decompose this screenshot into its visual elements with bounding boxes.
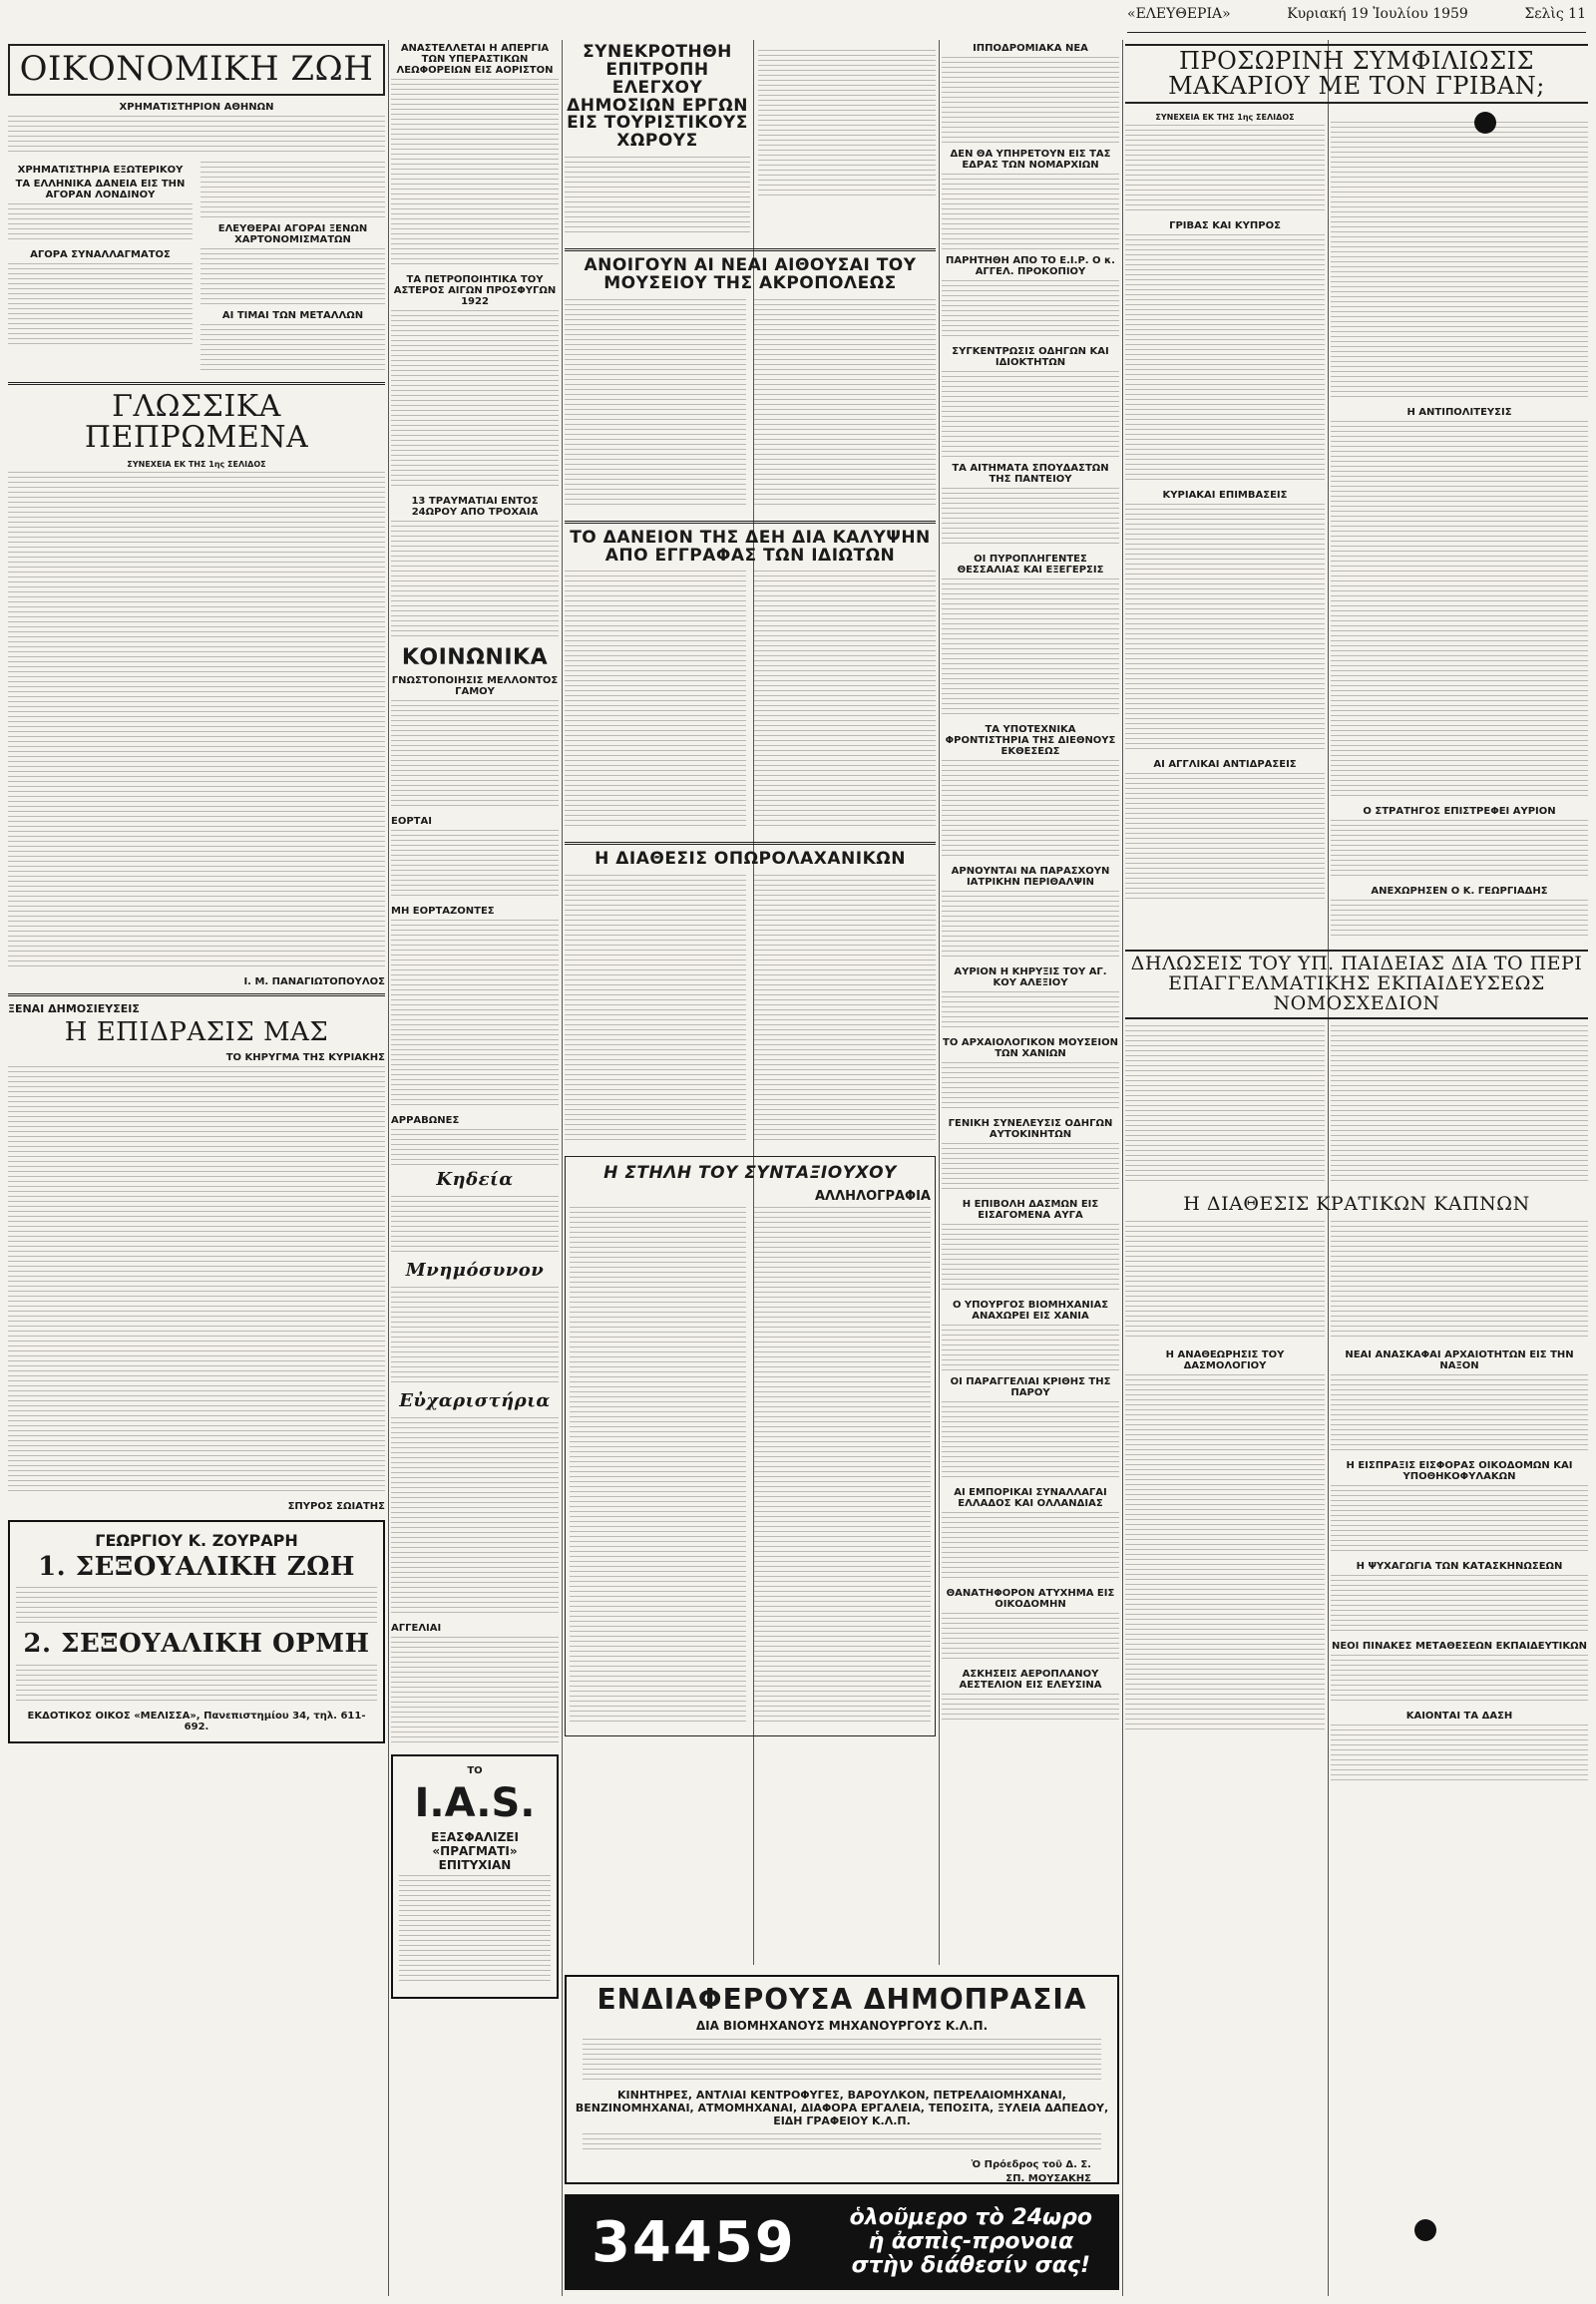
body-text-block (391, 830, 559, 900)
column-briefs (942, 40, 1119, 1970)
body-text-block (754, 299, 936, 509)
ias-to: ΤΟ (467, 1764, 483, 1776)
body-text-block (1331, 820, 1588, 880)
body-text-block (391, 521, 559, 640)
subhead-georgiadis: ΑΝΕΧΩΡΗΣΕΝ Ο Κ. ΓΕΩΡΓΙΑΔΗΣ (1371, 886, 1548, 898)
body-text-block (942, 488, 1119, 548)
body-text-block (942, 1062, 1119, 1112)
body-text-block (1331, 1221, 1588, 1341)
headline-refugees-1922: ΤΑ ΠΕΤΡΟΠΟΙΗΤΙΚΑ ΤΟΥ ΑΣΤΕΡΟΣ ΑΙΓΩΝ ΠΡΟΣΦΥΓΩΝ 1922 (393, 274, 557, 307)
pensioner-column (565, 1156, 936, 1736)
column-public-works (565, 40, 936, 1970)
headline-makarios-grivas: ΠΡΟΣΩΡΙΝΗ ΣΥΜΦΙΛΙΩΣΙΣ ΜΑΚΑΡΙΟΥ ΜΕ ΤΟΝ ΓΡΙΒΑΝ; (1125, 44, 1588, 104)
auction-signatory-title: Ὁ Πρόεδρος τοῦ Δ. Σ. (971, 2159, 1091, 2170)
headline-education-bill: ΔΗΛΩΣΕΙΣ ΤΟΥ ΥΠ. ΠΑΙΔΕΙΑΣ ΔΙΑ ΤΟ ΠΕΡΙ ΕΠΑΓΓΕΛΜΑΤΙΚΗΣ ΕΚΠΑΙΔΕΥΣΕΩΣ ΝΟΜΟΣΧΕΔΙΟΝ (1125, 950, 1588, 1019)
page-number: Σελὶς 11 (1524, 6, 1586, 22)
subhead-fx-market: ΑΓΟΡΑ ΣΥΝΑΛΛΑΓΜΑΤΟΣ (30, 248, 171, 260)
ink-blot (1474, 112, 1496, 134)
body-text-block (758, 50, 936, 199)
headline-barley: ΟΙ ΠΑΡΑΓΓΕΛΙΑΙ ΚΡΙΘΗΣ ΤΗΣ ΠΑΡΟΥ (950, 1376, 1111, 1398)
article-signature: I. Μ. ΠΑΝΑΓΙΩΤΟΠΟΥΛΟΣ (243, 975, 385, 987)
correspondence-subhead: ΑΛΛΗΛΟΓΡΑΦΙΑ (815, 1189, 931, 1205)
body-text-block (1331, 1025, 1588, 1185)
body-text-block (1331, 900, 1588, 940)
body-text-block (942, 1512, 1119, 1582)
subhead-sunday-interventions: ΚΥΡΙΑΚΑΙ ΕΠΙΜΒΑΣΕΙΣ (1162, 490, 1288, 502)
subhead-grivas-cyprus: ΓΡΙΒΑΣ ΚΑΙ ΚΥΠΡΟΣ (1169, 220, 1281, 232)
headline-medical-care: ΑΡΝΟΥΝΤΑΙ ΝΑ ΠΑΡΑΣΧΟΥΝ ΙΑΤΡΙΚΗΝ ΠΕΡΙΘΑΛΨΙΝ (951, 866, 1110, 888)
body-text-block (1331, 421, 1588, 800)
subhead-athens-exchange: ΧΡΗΜΑΤΙΣΤΗΡΙΟΝ ΑΘΗΝΩΝ (119, 101, 274, 113)
body-text-block (1125, 504, 1325, 753)
body-text-block (583, 2039, 1101, 2083)
headline-dei-loan: ΤΟ ΔΑΝΕΙΟΝ ΤΗΣ ΔΕΗ ΔΙΑ ΚΑΛΥΨΗΝ ΑΠΟ ΕΓΓΡΑΦΑΣ ΤΩΝ ΙΔΙΩΤΩΝ (570, 527, 931, 566)
body-text-block (942, 991, 1119, 1031)
subhead-greek-loans: ΤΑ ΕΛΛΗΝΙΚΑ ΔΑΝΕΙΑ ΕΙΣ ΤΗΝ ΑΓΟΡΑΝ ΛΟΝΔΙΝΟΥ (15, 178, 186, 200)
subhead-free-markets: ΕΛΕΥΘΕΡΑΙ ΑΓΟΡΑΙ ΞΕΝΩΝ ΧΑΡΤΟΝΟΜΙΣΜΑΤΩΝ (217, 222, 368, 245)
non-celebrating-heading: ΜΗ ΕΟΡΤΑΖΟΝΤΕΣ (391, 906, 495, 918)
headline-prefectures: ΔΕΝ ΘΑ ΥΠΗΡΕΤΟΥΝ ΕΙΣ ΤΑΣ ΕΔΡΑΣ ΤΩΝ ΝΟΜΑΡΧΙΩΝ (950, 149, 1111, 171)
body-text-block (200, 324, 385, 370)
foreign-publications-kicker: ΞΕΝΑΙ ΔΗΜΟΣΙΕΥΣΕΙΣ (8, 1001, 140, 1015)
body-text-block (570, 1207, 746, 1726)
headline-pensioner: Η ΣΤΗΛΗ ΤΟΥ ΣΥΝΤΑΞΙΟΥΧΟΥ (603, 1163, 897, 1184)
grivas-continuation: ΣΥΝΕΧΕΙΑ ΕΚ ΤΗΣ 1ης ΣΕΛΙΔΟΣ (1155, 113, 1295, 123)
body-text-block (754, 1207, 931, 1726)
tagline-line2: ἡ ἀσπὶς-προνοια (868, 2228, 1074, 2254)
ias-advertisement (391, 1754, 559, 1999)
headline-acropolis-museum: ΑΝΟΙΓΟΥΝ ΑΙ ΝΕΑΙ ΑΙΘΟΥΣΑΙ ΤΟΥ ΜΟΥΣΕΙΟΥ ΤΗΣ ΑΚΡΟΠΟΛΕΩΣ (584, 255, 917, 293)
body-text-block (583, 2133, 1101, 2153)
body-text-block (1331, 1374, 1588, 1454)
headline-tariff-revision: Η ΑΝΑΘΕΩΡΗΣΙΣ ΤΟΥ ΔΑΣΜΟΛΟΓΙΟΥ (1165, 1349, 1285, 1372)
column-politics (1125, 40, 1588, 2296)
book-advertisement (8, 1520, 385, 1743)
body-text-block (16, 1665, 377, 1705)
announcements-heading: ΑΓΓΕΛΙΑΙ (391, 1622, 442, 1634)
body-text-block (1331, 1485, 1588, 1555)
section-title: ΟΙΚΟΝΟΜΙΚΗ ΖΩΗ (8, 44, 385, 96)
body-text-block (754, 571, 936, 830)
body-text-block (16, 1587, 377, 1625)
article-title-influence: Η ΕΠΙΔΡΑΣΙΣ ΜΑΣ (64, 1016, 329, 1047)
headline-prokopiou: ΠΑΡΗΤΗΘΗ ΑΠΟ ΤΟ Ε.Ι.Ρ. Ο κ. ΑΓΓΕΛ. ΠΡΟΚΟΠΙΟΥ (946, 255, 1115, 277)
ad-book-2: 2. ΣΕΞΟΥΑΛΙΚΗ ΟΡΜΗ (23, 1629, 370, 1660)
issue-date: Κυριακή 19 Ἰουλίου 1959 (1287, 6, 1468, 22)
body-text-block (399, 1875, 551, 1985)
ias-logo: I.A.S. (414, 1779, 536, 1826)
sunday-sermon-subhead: ΤΟ ΚΗΡΥΓΜΑ ΤΗΣ ΚΥΡΙΑΚΗΣ (225, 1051, 385, 1063)
body-text-block (942, 578, 1119, 718)
subhead-metal-prices: ΑΙ ΤΙΜΑΙ ΤΩΝ ΜΕΤΑΛΛΩΝ (221, 309, 364, 321)
headline-bus-strike: ΑΝΑΣΤΕΛΛΕΤΑΙ Η ΑΠΕΡΓΙΑ ΤΩΝ ΥΠΕΡΑΣΤΙΚΩΝ ΛΕΩΦΟΡΕΙΩΝ ΕΙΣ ΑΟΡΙΣΤΟΝ (396, 43, 554, 76)
body-text-block (391, 1287, 559, 1386)
body-text-block (942, 174, 1119, 249)
subhead-english-reactions: ΑΙ ΑΓΓΛΙΚΑΙ ΑΝΤΙΔΡΑΣΕΙΣ (1153, 759, 1297, 771)
ad-book-1: 1. ΣΕΞΟΥΑΛΙΚΗ ΖΩΗ (38, 1551, 355, 1582)
body-text-block (1125, 125, 1325, 214)
headline-produce: Η ΔΙΑΘΕΣΙΣ ΟΠΩΡΟΛΑΧΑΝΙΚΩΝ (595, 849, 906, 870)
headline-chania-museum: ΤΟ ΑΡΧΑΙΟΛΟΓΙΚΟΝ ΜΟΥΣΕΙΟΝ ΤΩΝ ΧΑΝΙΩΝ (943, 1037, 1118, 1059)
headline-eleusis-exercises: ΑΣΚΗΣΕΙΣ ΑΕΡΟΠΛΑΝΟΥ ΑΕΣΤΕΛΙΟΝ ΕΙΣ ΕΛΕΥΣΙΝΑ (959, 1669, 1102, 1691)
subhead-foreign-exchange: ΧΡΗΜΑΤΙΣΤΗΡΙΑ ΕΞΩΤΕΡΙΚΟΥ (17, 164, 184, 176)
headline-panteios-students: ΤΑ ΑΙΤΗΜΑΤΑ ΣΠΟΥΔΑΣΤΩΝ ΤΗΣ ΠΑΝΤΕΙΟΥ (952, 463, 1109, 485)
headline-naxos-excavations: ΝΕΑΙ ΑΝΑΣΚΑΦΑΙ ΑΡΧΑΙΟΤΗΤΩΝ ΕΙΣ ΤΗΝ ΝΑΞΟΝ (1345, 1349, 1574, 1372)
auction-items: ΚΙΝΗΤΗΡΕΣ, ΑΝΤΛΙΑΙ ΚΕΝΤΡΟΦΥΓΕΣ, ΒΑΡΟΥΛΚΟΝ, ΠΕΤΡΕΛΑΙΟΜΗΧΑΝΑΙ, ΒΕΝΖΙΝΟΜΗΧΑΝΑΙ, ΑΤΜΟΜΗΧΑΝΑΙ, ΔΙΑΦΟΡΑ ΕΡΓΑΛΕΙΑ, ΤΕΠΟΣΙΤΑ, ΞΥΛΕΙΑ ΔΑΠΕΔΟΥ, ΕΙΔΗ ΓΡΑΦΕΙΟΥ Κ.Λ.Π. (575, 2089, 1109, 2127)
auction-advertisement (565, 1975, 1119, 2184)
social-section-title: ΚΟΙΝΩΝΙΚΑ (401, 645, 549, 670)
body-text-block (1331, 1655, 1588, 1705)
body-text-block (942, 371, 1119, 457)
ink-blot (1414, 2219, 1436, 2241)
body-text-block (565, 299, 746, 509)
body-text-block (391, 920, 559, 1109)
body-text-block (942, 1613, 1119, 1663)
body-text-block (942, 1224, 1119, 1294)
continuation-note: ΣΥΝΕΧΕΙΑ ΕΚ ΤΗΣ 1ης ΣΕΛΙΔΟΣ (127, 459, 266, 469)
body-text-block (391, 1129, 559, 1165)
headline-egg-tariffs: Η ΕΠΙΒΟΛΗ ΔΑΣΜΩΝ ΕΙΣ ΕΙΣΑΓΟΜΕΝΑ ΑΥΓΑ (962, 1199, 1099, 1221)
paper-name: «ΕΛΕΥΘΕΡΙΑ» (1127, 6, 1231, 22)
auction-subtitle: ΔΙΑ ΒΙΟΜΗΧΑΝΟΥΣ ΜΗΧΑΝΟΥΡΓΟΥΣ Κ.Λ.Π. (695, 2019, 989, 2033)
headline-camps: Η ΨΥΧΑΓΩΓΙΑ ΤΩΝ ΚΑΤΑΣΚΗΝΩΣΕΩΝ (1356, 1561, 1563, 1573)
body-text-block (8, 263, 193, 345)
sermon-signature: ΣΠΥΡΟΣ ΣΩΙΑΤΗΣ (287, 1500, 385, 1512)
body-text-block (565, 571, 746, 830)
body-text-block (8, 203, 193, 243)
funeral-heading: Κηδεία (436, 1169, 514, 1191)
headline-traffic-accidents: 13 ΤΡΑΥΜΑΤΙΑΙ ΕΝΤΟΣ 24ΩΡΟΥ ΑΠΟ ΤΡΟΧΑΙΑ (411, 496, 539, 518)
headline-forest-fires: ΚΑΙΟΝΤΑΙ ΤΑ ΔΑΣΗ (1405, 1711, 1513, 1723)
headline-fatal-accident: ΘΑΝΑΤΗΦΟΡΟΝ ΑΤΥΧΗΜΑ ΕΙΣ ΟΙΚΟΔΟΜΗΝ (946, 1588, 1115, 1610)
body-text-block (1125, 773, 1325, 903)
headline-drivers-assembly: ΣΥΓΚΕΝΤΡΩΣΙΣ ΟΔΗΓΩΝ ΚΑΙ ΙΔΙΟΚΤΗΤΩΝ (952, 346, 1109, 368)
column-news-short (391, 40, 559, 2296)
headline-thessaly-fire: ΟΙ ΠΥΡΟΠΛΗΓΕΝΤΕΣ ΘΕΣΣΑΛΙΑΣ ΚΑΙ ΕΞΕΓΕΡΣΙΣ (957, 554, 1104, 576)
headline-teacher-transfers: ΝΕΟΙ ΠΙΝΑΚΕΣ ΜΕΤΑΘΕΣΕΩΝ ΕΚΠΑΙΔΕΥΤΙΚΩΝ (1331, 1641, 1588, 1653)
masthead (1127, 6, 1586, 33)
headline-drivers-general: ΓΕΝΙΚΗ ΣΥΝΕΛΕΥΣΙΣ ΟΔΗΓΩΝ ΑΥΤΟΚΙΝΗΤΩΝ (948, 1118, 1113, 1140)
body-text-block (942, 1143, 1119, 1193)
body-text-block (942, 891, 1119, 960)
tagline-line1: ὁλοῦμερο τὸ 24ωρο (849, 2204, 1093, 2230)
headline-industry-minister: Ο ΥΠΟΥΡΓΟΣ ΒΙΟΜΗΧΑΝΙΑΣ ΑΝΑΧΩΡΕΙ ΕΙΣ ΧΑΝΙΑ (952, 1300, 1109, 1322)
body-text-block (1331, 1725, 1588, 1784)
headline-racing: ΙΠΠΟΔΡΟΜΙΑΚΑ ΝΕΑ (973, 43, 1088, 54)
body-text-block (391, 1196, 559, 1256)
body-text-block (942, 1694, 1119, 1724)
body-text-block (8, 1066, 385, 1495)
headline-holland-trade: ΑΙ ΕΜΠΟΡΙΚΑΙ ΣΥΝΑΛΛΑΓΑΙ ΕΛΛΑΔΟΣ ΚΑΙ ΟΛΛΑΝΔΙΑΣ (954, 1487, 1107, 1509)
headline-exhibition: ΤΑ ΥΠΟΤΕΧΝΙΚΑ ΦΡΟΝΤΙΣΤΗΡΙΑ ΤΗΣ ΔΙΕΘΝΟΥΣ ΕΚΘΕΣΕΩΣ (945, 724, 1116, 757)
article-title-linguistic: ΓΛΩΣΣΙΚΑ ΠΕΠΡΩΜΕΝΑ (84, 388, 309, 456)
body-text-block (942, 760, 1119, 860)
body-text-block (391, 1637, 559, 1746)
headline-public-works: ΣΥΝΕΚΡΟΤΗΘΗ ΕΠΙΤΡΟΠΗ ΕΛΕΓΧΟΥ ΔΗΜΟΣΙΩΝ ΕΡΓΩΝ ΕΙΣ ΤΟΥΡΙΣΤΙΚΟΥΣ ΧΩΡΟΥΣ (567, 42, 748, 152)
body-text-block (1125, 234, 1325, 484)
subhead-opposition: Η ΑΝΤΙΠΟΛΙΤΕΥΣΙΣ (1406, 407, 1512, 419)
body-text-block (8, 472, 385, 970)
headline-alexiou: ΑΥΡΙΟΝ Η ΚΗΡΥΞΙΣ ΤΟΥ ΑΓ. ΚΟΥ ΑΛΕΞΙΟΥ (954, 966, 1107, 988)
body-text-block (391, 79, 559, 268)
banner-tagline (850, 2206, 1092, 2279)
body-text-block (200, 248, 385, 304)
auction-title: ΕΝΔΙΑΦΕΡΟΥΣΑ ΔΗΜΟΠΡΑΣΙΑ (597, 1983, 1087, 2016)
body-text-block (754, 875, 936, 1144)
insurance-banner (565, 2194, 1119, 2290)
body-text-block (1125, 1374, 1325, 1733)
auction-signatory-name: ΣΠ. ΜΟΥΣΑΚΗΣ (1005, 2173, 1091, 2184)
feasts-heading: ΕΟΡΤΑΙ (391, 816, 432, 828)
body-text-block (1125, 1221, 1325, 1341)
body-text-block (1331, 1575, 1588, 1635)
headline-tobacco: Η ΔΙΑΘΕΣΙΣ ΚΡΑΤΙΚΩΝ ΚΑΠΝΩΝ (1183, 1193, 1530, 1216)
memorial-heading: Μνημόσυνον (405, 1259, 545, 1281)
subhead-general-returns: Ο ΣΤΡΑΤΗΓΟΣ ΕΠΙΣΤΡΕΦΕΙ ΑΥΡΙΟΝ (1363, 806, 1556, 818)
body-text-block (942, 1401, 1119, 1481)
ias-slogan: ΕΞΑΣΦΑΛΙΖΕΙ «ΠΡΑΓΜΑΤΙ» ΕΠΙΤΥΧΙΑΝ (431, 1829, 519, 1872)
ad-author: ΓΕΩΡΓΙΟΥ Κ. ΖΟΥΡΑΡΗ (95, 1530, 298, 1550)
body-text-block (565, 875, 746, 1144)
column-economy (8, 40, 385, 2296)
body-text-block (391, 700, 559, 810)
body-text-block (200, 162, 385, 217)
body-text-block (942, 1325, 1119, 1370)
body-text-block (391, 310, 559, 490)
body-text-block (1331, 122, 1588, 401)
thanks-heading: Εὐχαριστήρια (399, 1389, 551, 1411)
engagement-notice: ΓΝΩΣΤΟΠΟΙΗΣΙΣ ΜΕΛΛΟΝΤΟΣ ΓΑΜΟΥ (391, 675, 559, 698)
tagline-line3: στὴν διάθεσίν σας! (851, 2253, 1090, 2279)
headline-building-levy: Η ΕΙΣΠΡΑΞΙΣ ΕΙΣΦΟΡΑΣ ΟΙΚΟΔΟΜΩΝ ΚΑΙ ΥΠΟΘΗΚΟΦΥΛΑΚΩΝ (1346, 1460, 1573, 1483)
engagements-heading: ΑΡΡΑΒΩΝΕΣ (391, 1115, 460, 1127)
body-text-block (391, 1417, 559, 1617)
body-text-block (8, 116, 385, 156)
body-text-block (1125, 1025, 1325, 1185)
body-text-block (942, 57, 1119, 143)
body-text-block (942, 280, 1119, 340)
ad-publisher: ΕΚΔΟΤΙΚΟΣ ΟΙΚΟΣ «ΜΕΛΙΣΣΑ», Πανεπιστημίου 34, τηλ. 611-692. (27, 1710, 366, 1732)
phone-number: 34459 (591, 2209, 796, 2275)
body-text-block (565, 157, 750, 236)
